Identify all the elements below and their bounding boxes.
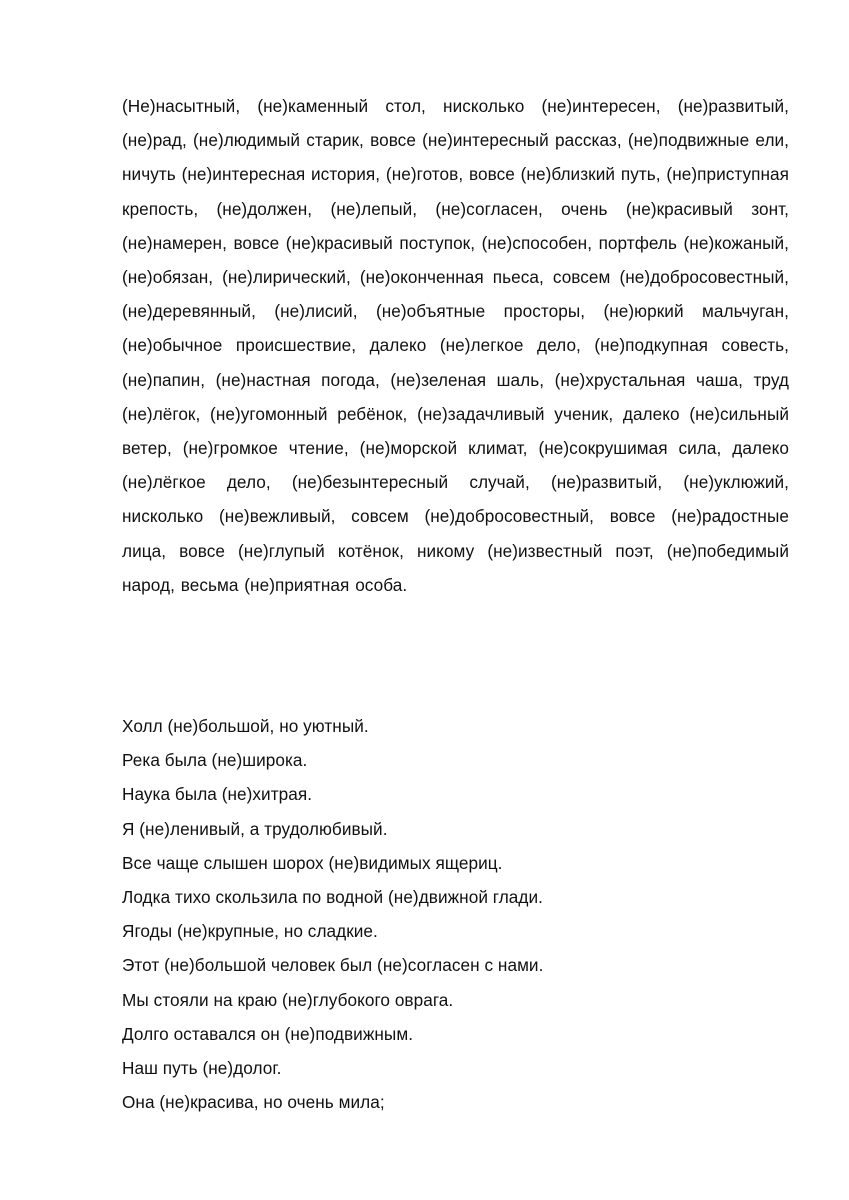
- sentence-line: Река была (не)широка.: [122, 750, 308, 771]
- sentence-line: Все чаще слышен шорох (не)видимых ящериц.: [122, 852, 503, 873]
- sentence-line: Холл (не)большой, но уютный.: [122, 716, 369, 736]
- sentence-line: Долго оставался он (не)подвижным.: [122, 1023, 414, 1044]
- sentence-line: Наука была (не)хитрая.: [122, 784, 313, 805]
- sentence-line: Она (не)красива, но очень мила;: [122, 1092, 385, 1113]
- sentence-line: Этот (не)большой человек был (не)согласен с нами.: [122, 955, 544, 976]
- sentence-line: Ягоды (не)крупные, но сладкие.: [122, 921, 378, 942]
- exercise-sentence-list: [122, 709, 789, 1119]
- sentence-line: Мы стояли на краю (не)глубокого оврага.: [122, 989, 454, 1010]
- sentence-line: Наш путь (не)долог.: [122, 1057, 282, 1078]
- exercise-word-list: (Не)насытный, (не)каменный стол, нисколько (не)интересен, (не)развитый, (не)рад, (не)людимый старик, вовсе (не)интересный рассказ, (не)подвижные ели, ничуть (не)интересная история, (не)готов, вовсе (не)близкий путь, (не)приступная крепость, (не)должен, (не)лепый, (не)согласен, очень (не)красивый зонт, (не)намерен, вовсе (не)красивый поступок, (не)способен, портфель (не)кожаный, (не)обязан, (не)лирический, (не)оконченная пьеса, совсем (не)добросовестный, (не)деревянный, (не)лисий, (не)объятные просторы, (не)юркий мальчуган, (не)обычное происшествие, далеко (не)легкое дело, (не)подкупная совесть, (не)папин, (не)настная погода, (не)зеленая шаль, (не)хрустальная чаша, труд (не)лёгок, (не)угомонный ребёнок, (не)задачливый ученик, далеко (не)сильный ветер, (не)громкое чтение, (не)морской климат, (не)сокрушимая сила, далеко (не)лёгкое дело, (не)безынтересный случай, (не)развитый, (не)уклюжий, нисколько (не)вежливый, совсем (не)добросовестный, вовсе (не)радостные лица, вовсе (не)глупый котёнок, никому (не)известный поэт, (не)победимый народ, весьма (не)приятная особа.: [122, 96, 789, 595]
- sentence-line: Лодка тихо скользила по водной (не)движной глади.: [122, 886, 543, 907]
- sentence-line: Я (не)ленивый, а трудолюбивый.: [122, 818, 388, 839]
